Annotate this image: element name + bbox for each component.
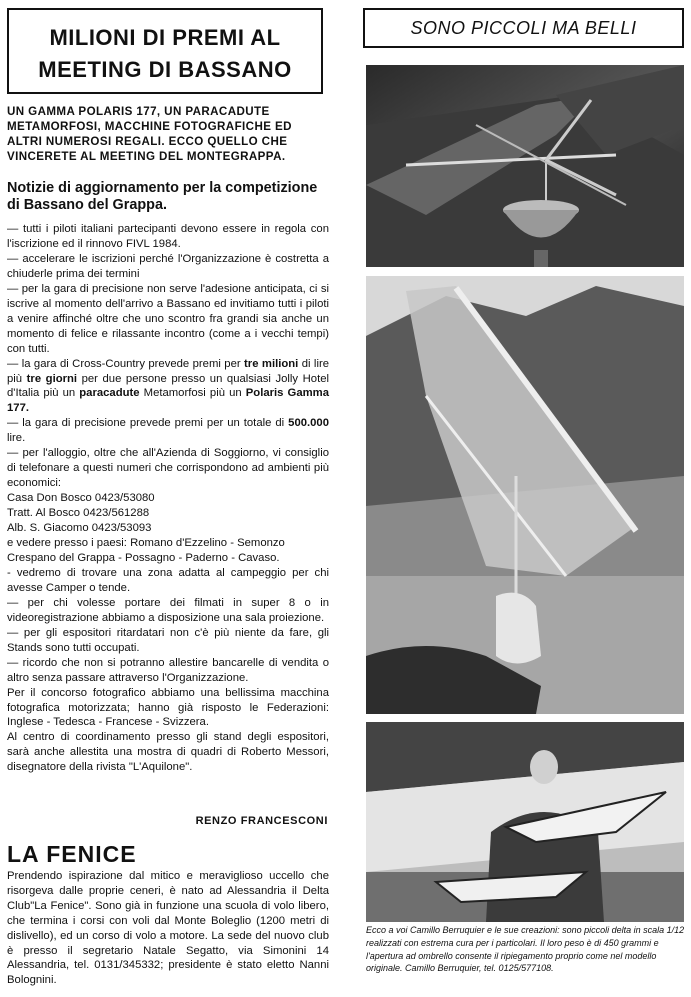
paragraph: — per l'alloggio, oltre che all'Azienda di Soggiorno, vi consiglio di telefonare a questi numeri che corrispondono ad ambienti più economici: [7, 447, 329, 490]
paragraph: Per il concorso fotografico abbiamo una bellissima macchina fotografica motorizzata; hanno già risposto le Federazioni: Inglese - Tedesca - Francese - Svizzera. [7, 686, 329, 729]
photo-model-in-hand [366, 276, 684, 714]
paragraph-prizes: — la gara di Cross-Country prevede premi per tre milioni di lire più tre giorni per due persone presso un qualsiasi Jolly Hotel d'Italia più un paracadute Metamorfosi più un Polaris Gamma 177. [7, 357, 330, 415]
paragraph: — per chi volesse portare dei filmati in super 8 o in videoregistrazione abbiamo a disposizione una sala proiezione. [7, 596, 329, 624]
article-body [7, 222, 329, 775]
paragraph: — per la gara di precisione non serve l'adesione anticipata, ci si iscrive al momento dell'arrivo a Bassano ed invitiamo tutti i piloti a venire affinché oltre che uno scontro fra grandi sia anche un momento di felice e rilassante incontro (come a i vecchi tempi) con tutti. [7, 282, 329, 355]
headline-line-2: MEETING DI BASSANO [38, 57, 292, 82]
paragraph: e vedere presso i paesi: Romano d'Ezzelino - Semonzo Crespano del Grappa - Possagno - Paderno - Cavaso. [7, 537, 285, 564]
paragraph: — tutti i piloti italiani partecipanti devono essere in regola con l'iscrizione ed il rinnovo FIVL 1984. [7, 223, 329, 250]
photo-model-frame [366, 65, 684, 267]
fenice-title: LA FENICE [7, 841, 137, 867]
address-line: Alb. S. Giacomo 0423/53093 [7, 522, 152, 535]
right-title: SONO PICCOLI MA BELLI [410, 18, 637, 38]
paragraph: — per gli espositori ritardatari non c'è più niente da fare, gli Stands sono tutti occupati. [7, 626, 329, 654]
paragraph-precision-prizes: — la gara di precisione prevede premi per un totale di 500.000 lire. [7, 417, 329, 445]
paragraph: — accelerare le iscrizioni perché l'Organizzazione è costretta a chiuderle prima dei termini [7, 252, 329, 280]
subheadline: UN GAMMA POLARIS 177, UN PARACADUTE METAMORFOSI, MACCHINE FOTOGRAFICHE ED ALTRI NUMEROSI REGALI. ECCO QUELLO CHE VINCERETE AL MEETING DEL MONTEGRAPPA. [7, 105, 292, 163]
photo-caption: Ecco a voi Camillo Berruquier e le sue creazioni: sono piccoli delta in scala 1/12 realizzati con estrema cura per i particolari. Il loro peso è di 450 grammi e l'apertura ad ombrello consente il ripiegamento proprio come nel modello originale. Camillo Berruquier, tel. 0125/577108. [366, 925, 685, 974]
paragraph: Al centro di coordinamento presso gli stand degli espositori, sarà anche allestita una mostra di quadri di Roberto Messori, disegnatore della rivista "L'Aquilone". [7, 731, 329, 774]
section-title: Notizie di aggiornamento per la competizione di Bassano del Grappa. [7, 180, 318, 213]
headline [9, 10, 321, 86]
paragraph: - vedremo di trovare una zona adatta al campeggio per chi avesse Camper o tende. [7, 566, 329, 594]
fenice-body: Prendendo ispirazione dal mitico e meraviglioso uccello che risorgeva dalle proprie ceneri, è nato ad Alessandria il Delta Club"La Fenice". Sono già in funzione una scuola di volo libero, che termina i corsi con voli dal Monte Boleglio (1200 metri di dislivello), ed un corso di volo a motore. La sede del nuovo club è presso il segretario Natale Segatto, via Simonini 14 Alessandria, tel. 0131/345332; presidente è stato eletto Nanni Bolognini. [7, 870, 329, 987]
photo-camillo-berruquier [366, 722, 684, 922]
address-line: Tratt. Al Bosco 0423/561288 [7, 507, 150, 520]
paragraph: — ricordo che non si potranno allestire bancarelle di vendita o altro senza passare attraverso l'Organizzazione. [7, 656, 329, 684]
author-signature: RENZO FRANCESCONI [195, 815, 328, 827]
headline-line-1: MILIONI DI PREMI AL [49, 25, 281, 50]
address-line: Casa Don Bosco 0423/53080 [7, 492, 155, 505]
right-title-box [363, 8, 684, 48]
headline-box [7, 8, 323, 94]
